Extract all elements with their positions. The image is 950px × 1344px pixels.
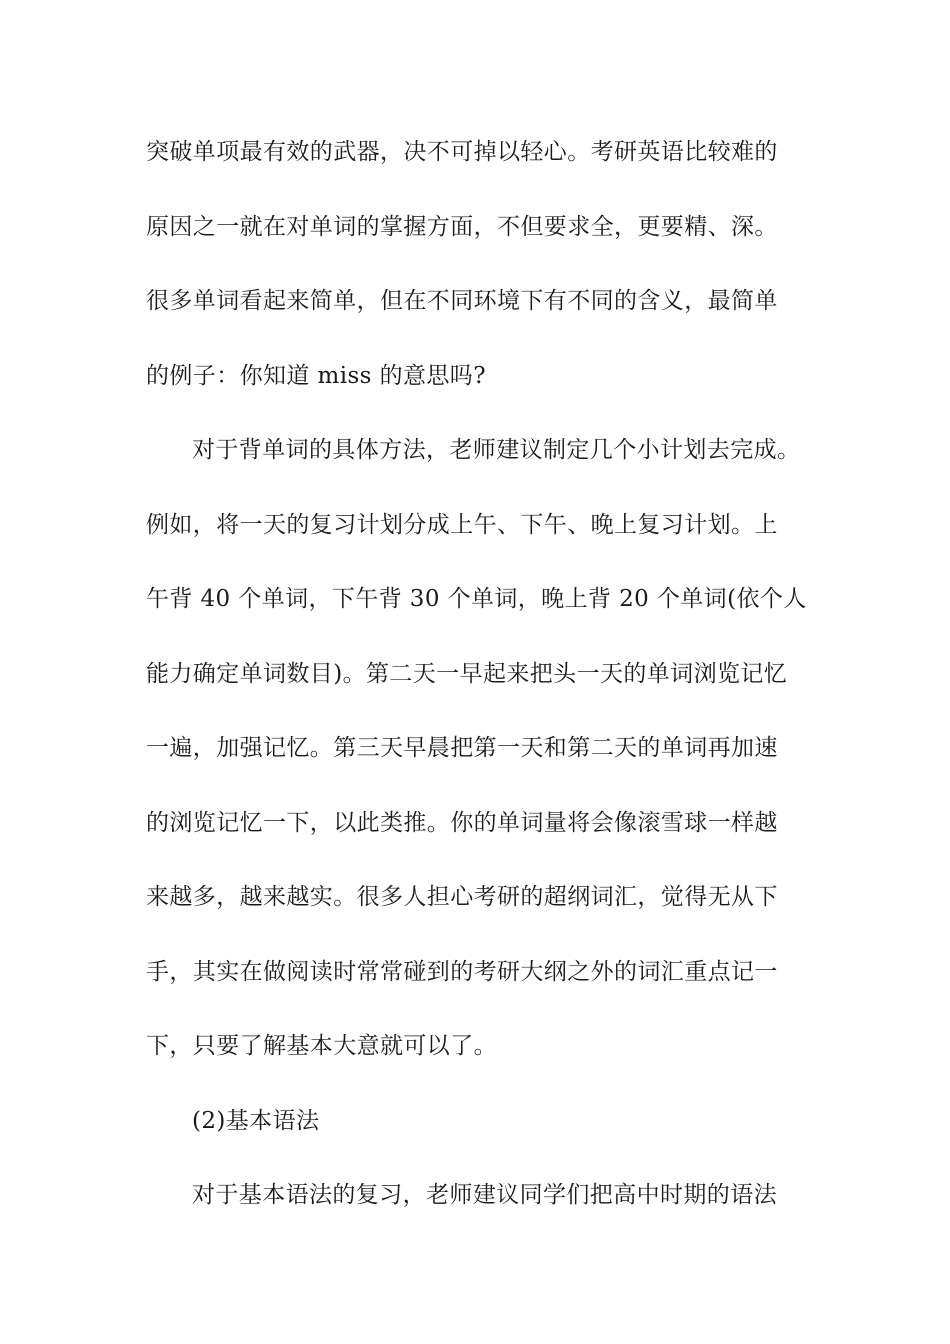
text-line-8: 能力确定单词数目)。第二天一早起来把头一天的单词浏览记忆 xyxy=(146,660,788,687)
text-line-5: 对于背单词的具体方法，老师建议制定几个小计划去完成。 xyxy=(192,437,801,463)
text-line-2: 原因之一就在对单词的掌握方面，不但要求全，更要精、深。 xyxy=(146,213,778,240)
text-line-3: 很多单词看起来简单，但在不同环境下有不同的含义，最简单 xyxy=(146,288,778,314)
text-line-9: 一遍，加强记忆。第三天早晨把第一天和第二天的单词再加速 xyxy=(146,735,778,761)
text-line-7: 午背 40 个单词，下午背 30 个单词，晚上背 20 个单词(依个人 xyxy=(146,586,807,612)
section-heading: (2)基本语法 xyxy=(192,1107,320,1134)
text-line-4: 的例子：你知道 miss 的意思吗? xyxy=(146,362,486,389)
text-line-15: 对于基本语法的复习，老师建议同学们把高中时期的语法 xyxy=(192,1182,777,1208)
text-line-1: 突破单项最有效的武器，决不可掉以轻心。考研英语比较难的 xyxy=(146,139,778,165)
text-line-6: 例如，将一天的复习计划分成上午、下午、晚上复习计划。上 xyxy=(146,511,778,538)
document-body xyxy=(146,128,810,1246)
text-line-12: 手，其实在做阅读时常常碰到的考研大纲之外的词汇重点记一 xyxy=(146,958,778,985)
text-line-11: 来越多，越来越实。很多人担心考研的超纲词汇，觉得无从下 xyxy=(146,884,778,910)
text-line-13: 下，只要了解基本大意就可以了。 xyxy=(146,1033,497,1059)
text-line-10: 的浏览记忆一下，以此类推。你的单词量将会像滚雪球一样越 xyxy=(146,809,778,836)
